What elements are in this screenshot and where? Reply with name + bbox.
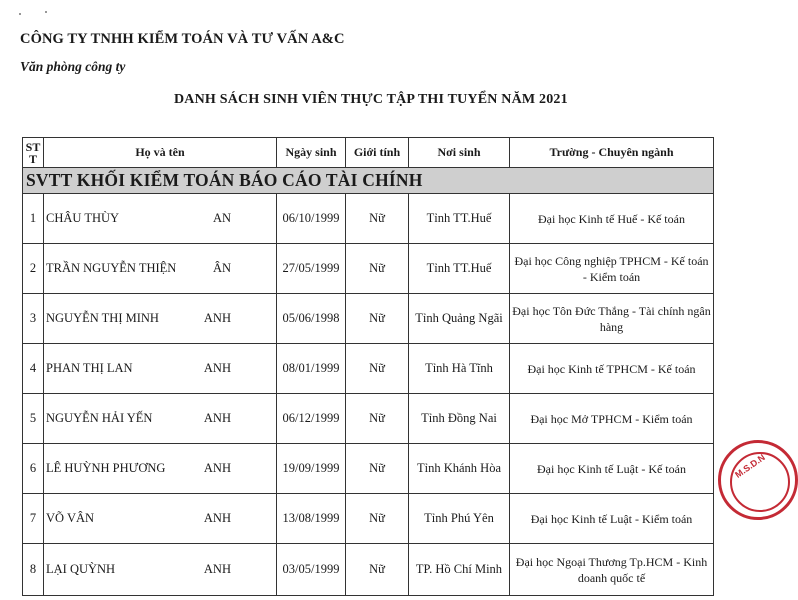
cell-given-name: ANH (203, 411, 231, 425)
table-row (23, 494, 714, 544)
cell-gender: Nữ (346, 194, 409, 244)
cell-school: Đại học Kinh tế Luật - Kế toán (510, 444, 714, 494)
cell-gender: Nữ (346, 544, 409, 596)
scan-speck (45, 11, 47, 13)
cell-gender: Nữ (346, 444, 409, 494)
cell-given-name: ANH (203, 511, 231, 525)
cell-dob: 06/12/1999 (277, 394, 346, 444)
office-name: Văn phòng công ty (20, 59, 126, 74)
cell-stt: 8 (23, 544, 44, 596)
cell-place: Tỉnh Phú Yên (409, 494, 510, 544)
cell-last-middle-name: CHÂU THÙY (46, 211, 120, 225)
cell-given-name: ANH (203, 461, 231, 475)
col-header-place: Nơi sinh (409, 138, 510, 168)
cell-gender: Nữ (346, 244, 409, 294)
cell-given-name: ÂN (212, 261, 231, 275)
company-seal-stamp (718, 440, 798, 520)
cell-given-name: ANH (203, 361, 231, 375)
cell-name (44, 444, 277, 494)
cell-dob: 06/10/1999 (277, 194, 346, 244)
cell-name (44, 494, 277, 544)
cell-stt: 3 (23, 294, 44, 344)
cell-school: Đại học Kinh tế TPHCM - Kế toán (510, 344, 714, 394)
cell-stt: 2 (23, 244, 44, 294)
company-name: CÔNG TY TNHH KIỂM TOÁN VÀ TƯ VẤN A&C (20, 31, 345, 47)
cell-school: Đại học Ngoại Thương Tp.HCM - Kinh doanh quốc tế (510, 544, 714, 596)
cell-dob: 03/05/1999 (277, 544, 346, 596)
table-row (23, 294, 714, 344)
table-row (23, 394, 714, 444)
cell-name (44, 394, 277, 444)
cell-last-middle-name: LẠI QUỲNH (46, 562, 116, 576)
cell-name (44, 544, 277, 596)
cell-name (44, 194, 277, 244)
cell-stt: 7 (23, 494, 44, 544)
cell-name (44, 344, 277, 394)
intern-list-table (22, 137, 714, 596)
cell-dob: 08/01/1999 (277, 344, 346, 394)
cell-dob: 27/05/1999 (277, 244, 346, 294)
cell-stt: 5 (23, 394, 44, 444)
cell-given-name: ANH (203, 562, 231, 576)
cell-school: Đại học Tôn Đức Thắng - Tài chính ngân hàng (510, 294, 714, 344)
cell-dob: 19/09/1999 (277, 444, 346, 494)
cell-gender: Nữ (346, 344, 409, 394)
cell-place: Tỉnh Đồng Nai (409, 394, 510, 444)
col-header-gender: Giới tính (346, 138, 409, 168)
cell-gender: Nữ (346, 494, 409, 544)
table-header-row (23, 138, 714, 168)
cell-name (44, 294, 277, 344)
col-header-name: Họ và tên (44, 138, 277, 168)
table-row (23, 194, 714, 244)
section-header-row (23, 168, 714, 194)
table-row (23, 244, 714, 294)
cell-school: Đại học Mở TPHCM - Kiểm toán (510, 394, 714, 444)
cell-place: Tỉnh Khánh Hòa (409, 444, 510, 494)
table-row (23, 344, 714, 394)
cell-school: Đại học Công nghiệp TPHCM - Kế toán - Kiểm toán (510, 244, 714, 294)
document-title: DANH SÁCH SINH VIÊN THỰC TẬP THI TUYỂN NĂM 2021 (174, 92, 568, 107)
table-row (23, 544, 714, 596)
col-header-dob: Ngày sinh (277, 138, 346, 168)
col-header-stt: ST T (23, 138, 44, 168)
scan-speck (19, 13, 21, 15)
cell-gender: Nữ (346, 294, 409, 344)
cell-last-middle-name: PHAN THỊ LAN (46, 361, 133, 375)
cell-last-middle-name: TRẦN NGUYỄN THIỆN (46, 261, 177, 275)
cell-place: Tỉnh Quảng Ngãi (409, 294, 510, 344)
cell-school: Đại học Kinh tế Luật - Kiểm toán (510, 494, 714, 544)
cell-given-name: ANH (203, 311, 231, 325)
cell-gender: Nữ (346, 394, 409, 444)
cell-stt: 1 (23, 194, 44, 244)
cell-last-middle-name: LÊ HUỲNH PHƯƠNG (46, 461, 166, 475)
section-title: SVTT KHỐI KIỂM TOÁN BÁO CÁO TÀI CHÍNH (23, 168, 714, 194)
cell-stt: 6 (23, 444, 44, 494)
cell-dob: 05/06/1998 (277, 294, 346, 344)
col-header-school: Trường - Chuyên ngành (510, 138, 714, 168)
cell-last-middle-name: NGUYỄN HẢI YẾN (46, 411, 153, 425)
cell-place: TP. Hồ Chí Minh (409, 544, 510, 596)
cell-last-middle-name: NGUYỄN THỊ MINH (46, 311, 159, 325)
cell-given-name: AN (212, 211, 231, 225)
cell-last-middle-name: VÕ VÂN (46, 511, 95, 525)
table-row (23, 444, 714, 494)
cell-place: Tỉnh TT.Huế (409, 244, 510, 294)
stamp-text: M.S.D.N (733, 452, 767, 480)
cell-place: Tỉnh TT.Huế (409, 194, 510, 244)
cell-dob: 13/08/1999 (277, 494, 346, 544)
cell-name (44, 244, 277, 294)
cell-place: Tỉnh Hà Tĩnh (409, 344, 510, 394)
cell-school: Đại học Kinh tế Huế - Kế toán (510, 194, 714, 244)
cell-stt: 4 (23, 344, 44, 394)
